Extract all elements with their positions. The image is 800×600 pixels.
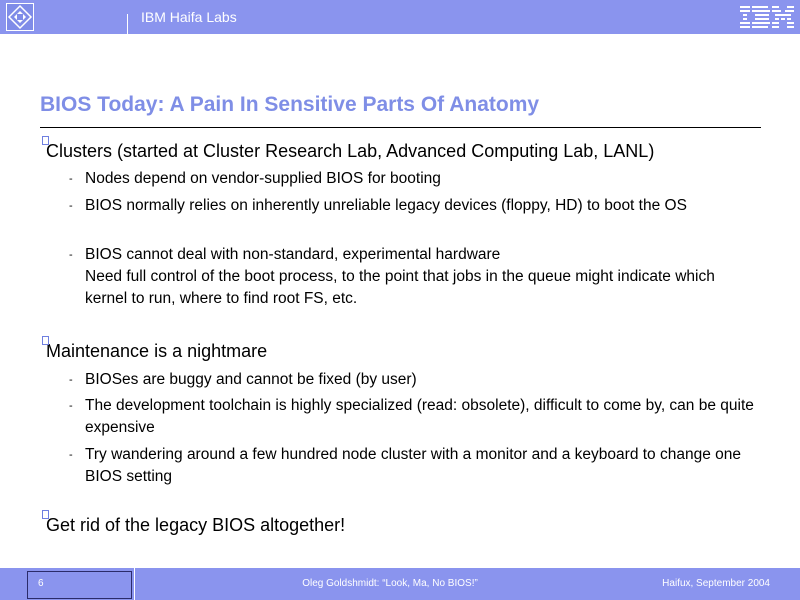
bullet-square-icon	[42, 136, 49, 145]
dash-icon: -	[69, 400, 73, 412]
sub-bullet-text: BIOS normally relies on inherently unreliable legacy devices (floppy, HD) to boot the OS	[85, 197, 687, 214]
bullet-clusters	[46, 141, 654, 162]
sub-bullet-continuation: Need full control of the boot process, to the point that jobs in the queue might indicate which kernel to run, where to find root FS, etc.	[85, 268, 715, 307]
org-name: IBM Haifa Labs	[141, 9, 237, 25]
bullet-maintenance	[46, 341, 267, 362]
bullet-get-rid	[46, 515, 345, 536]
bullet-text: Maintenance is a nightmare	[46, 341, 268, 361]
sub-bullet	[69, 395, 760, 439]
dash-icon: -	[69, 173, 73, 185]
dash-icon: -	[69, 200, 73, 212]
sub-bullet	[69, 244, 760, 310]
bullet-square-icon	[42, 336, 49, 345]
bullet-square-icon	[42, 510, 49, 519]
sub-bullet	[69, 369, 760, 391]
page-number: 6	[38, 578, 44, 589]
bullet-text: Clusters (started at Cluster Research Lab, Advanced Computing Lab, LANL)	[46, 141, 655, 161]
sub-bullet	[69, 195, 760, 217]
slide-title: BIOS Today: A Pain In Sensitive Parts Of Anatomy	[40, 93, 540, 116]
sub-bullet-text: The development toolchain is highly specialized (read: obsolete), difficult to come by, can be quite expensive	[85, 397, 754, 436]
sub-bullet-text: Try wandering around a few hundred node cluster with a monitor and a keyboard to change one BIOS setting	[85, 446, 742, 485]
sub-bullet-text: BIOSes are buggy and cannot be fixed (by user)	[85, 371, 417, 388]
dash-icon: -	[69, 374, 73, 386]
bullet-text: Get rid of the legacy BIOS altogether!	[46, 515, 346, 535]
dash-icon: -	[69, 449, 73, 461]
footer-event-date: Haifux, September 2004	[662, 578, 770, 589]
footer-divider	[134, 568, 135, 600]
sub-bullet-text: Nodes depend on vendor-supplied BIOS for booting	[85, 170, 441, 187]
sub-bullet	[69, 168, 760, 190]
sub-bullet-text: BIOS cannot deal with non-standard, experimental hardware	[85, 246, 501, 263]
dash-icon: -	[69, 249, 73, 261]
sub-bullet	[69, 444, 760, 488]
footer-presentation-title: Oleg Goldshmidt: “Look, Ma, No BIOS!”	[302, 578, 478, 589]
